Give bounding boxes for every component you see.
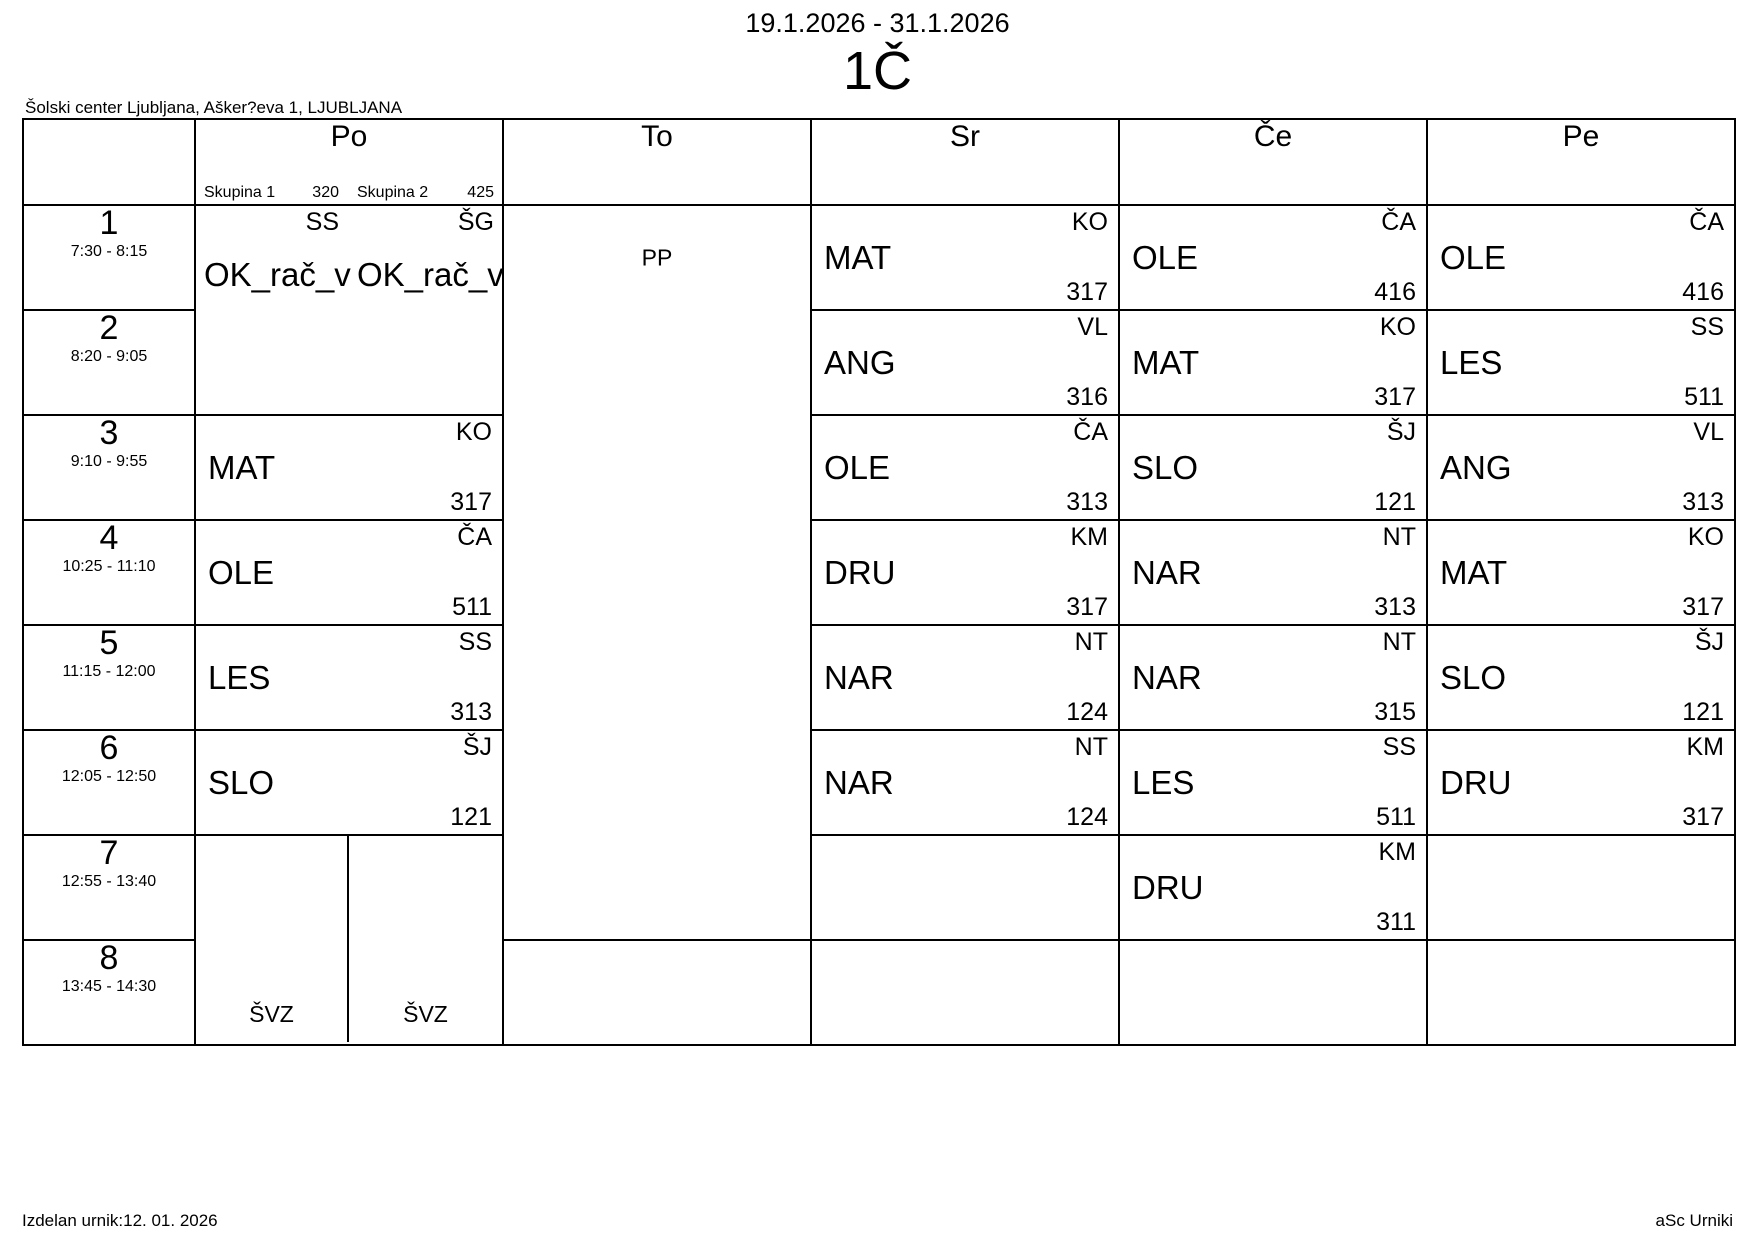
period-time: 9:10 - 9:55 xyxy=(70,453,148,470)
subject-code: OK_rač_v xyxy=(357,256,504,293)
lesson-sr-8-empty[interactable] xyxy=(811,940,1119,1045)
room-code: 311 xyxy=(1376,908,1416,936)
subject-code: MAT xyxy=(1440,553,1508,591)
room-code: 317 xyxy=(450,488,492,516)
room-code: 317 xyxy=(1066,593,1108,621)
subject-code: MAT xyxy=(824,238,892,276)
table-row xyxy=(23,625,1735,730)
period-cell-3 xyxy=(23,415,195,520)
teacher-code: ŠG xyxy=(457,208,494,236)
generated-date: Izdelan urnik:12. 01. 2026 xyxy=(22,1211,218,1230)
table-row xyxy=(23,205,1735,310)
subject-code: OK_rač_v xyxy=(204,256,351,293)
room-code: 320 xyxy=(312,184,339,201)
lesson-group-2[interactable] xyxy=(349,836,502,1042)
teacher-code: KO xyxy=(455,418,492,446)
room-code: 316 xyxy=(1066,383,1108,411)
lesson-pe-2[interactable] xyxy=(1427,310,1735,415)
group-label: Skupina 1 xyxy=(204,184,276,201)
subject-code: NAR xyxy=(824,658,894,696)
room-code: 313 xyxy=(1066,488,1108,516)
period-number: 7 xyxy=(99,834,119,872)
period-cell-5 xyxy=(23,625,195,730)
teacher-code: VL xyxy=(1077,313,1108,341)
room-code: 124 xyxy=(1066,698,1108,726)
period-number: 6 xyxy=(99,729,119,767)
teacher-code: KM xyxy=(1378,838,1416,866)
lesson-group-1[interactable] xyxy=(196,836,349,1042)
lesson-po-3[interactable] xyxy=(195,415,503,520)
lesson-pe-7-empty[interactable] xyxy=(1427,835,1735,940)
subject-code: LES xyxy=(1440,343,1503,381)
subject-code: OLE xyxy=(208,553,275,591)
period-number: 3 xyxy=(99,414,119,452)
room-code: 121 xyxy=(1682,698,1724,726)
lesson-po-1-2[interactable] xyxy=(195,184,504,415)
subject-code: MAT xyxy=(1132,343,1200,381)
room-code: 313 xyxy=(1374,593,1416,621)
timetable xyxy=(22,118,1736,1046)
table-row xyxy=(23,730,1735,835)
group-label: Skupina 2 xyxy=(357,184,429,201)
lesson-sr-5[interactable] xyxy=(811,625,1119,730)
lesson-ce-3[interactable] xyxy=(1119,415,1427,520)
subject-code: LES xyxy=(1132,763,1195,801)
lesson-po-5[interactable] xyxy=(195,625,503,730)
lesson-pe-5[interactable] xyxy=(1427,625,1735,730)
teacher-code: NT xyxy=(1074,628,1108,656)
period-time: 11:15 - 12:00 xyxy=(62,663,156,680)
period-time: 8:20 - 9:05 xyxy=(70,348,148,365)
teacher-code: NT xyxy=(1382,523,1416,551)
room-code: 511 xyxy=(1376,803,1416,831)
lesson-pe-3[interactable] xyxy=(1427,415,1735,520)
software-credit: aSc Urniki xyxy=(1655,1211,1733,1230)
lesson-ce-8-empty[interactable] xyxy=(1119,940,1427,1045)
subject-code: LES xyxy=(208,658,271,696)
room-code: 313 xyxy=(1682,488,1724,516)
lesson-sr-1[interactable] xyxy=(811,205,1119,310)
teacher-code: SS xyxy=(1690,313,1724,341)
lesson-sr-4[interactable] xyxy=(811,520,1119,625)
lesson-sr-7-empty[interactable] xyxy=(811,835,1119,940)
teacher-code: KO xyxy=(1687,523,1724,551)
room-code: 317 xyxy=(1066,278,1108,306)
period-number: 4 xyxy=(99,519,119,557)
teacher-code: ČA xyxy=(1381,208,1416,236)
room-code: 416 xyxy=(1374,278,1416,306)
period-number: 5 xyxy=(99,624,119,662)
teacher-code: VL xyxy=(1693,418,1724,446)
subject-code: ŠVZ xyxy=(249,1001,294,1027)
lesson-ce-4[interactable] xyxy=(1119,520,1427,625)
period-time: 13:45 - 14:30 xyxy=(61,978,157,995)
lesson-pe-1[interactable] xyxy=(1427,205,1735,310)
lesson-po-7-8[interactable] xyxy=(195,835,503,1045)
period-time: 12:55 - 13:40 xyxy=(61,873,157,890)
period-cell-1 xyxy=(23,205,195,310)
period-cell-2 xyxy=(23,310,195,415)
table-row xyxy=(23,835,1735,940)
subject-code: NAR xyxy=(824,763,894,801)
page-title: 1Č xyxy=(842,41,913,101)
teacher-code: SS xyxy=(458,628,492,656)
teacher-code: NT xyxy=(1074,733,1108,761)
teacher-code: ČA xyxy=(1689,208,1724,236)
day-header-pe: Pe xyxy=(1427,119,1735,205)
room-code: 317 xyxy=(1682,803,1724,831)
lesson-ce-5[interactable] xyxy=(1119,625,1427,730)
teacher-code: KM xyxy=(1070,523,1108,551)
date-range: 19.1.2026 - 31.1.2026 xyxy=(745,8,1010,38)
subject-code: SLO xyxy=(1440,658,1507,696)
day-header-ce: Če xyxy=(1119,119,1427,205)
period-cell-8 xyxy=(23,940,195,1045)
subject-code: NAR xyxy=(1132,658,1202,696)
subject-code: ŠVZ xyxy=(403,1001,448,1027)
period-cell-7 xyxy=(23,835,195,940)
teacher-code: KO xyxy=(1071,208,1108,236)
subject-code: SLO xyxy=(208,763,275,801)
lesson-pe-8-empty[interactable] xyxy=(1427,940,1735,1045)
teacher-code: ŠJ xyxy=(462,733,492,761)
period-number: 2 xyxy=(99,309,119,347)
lesson-pe-4[interactable] xyxy=(1427,520,1735,625)
day-header-po: Po xyxy=(195,119,503,205)
lesson-po-6[interactable] xyxy=(195,730,503,835)
corner-cell xyxy=(23,119,195,205)
lesson-sr-3[interactable] xyxy=(811,415,1119,520)
table-row xyxy=(23,415,1735,520)
lesson-ce-6[interactable] xyxy=(1119,730,1427,835)
period-cell-6 xyxy=(23,730,195,835)
subject-code: SLO xyxy=(1132,448,1199,486)
teacher-code: SS xyxy=(1382,733,1416,761)
subject-code: DRU xyxy=(1440,763,1512,801)
period-time: 12:05 - 12:50 xyxy=(61,768,157,785)
lesson-pe-6[interactable] xyxy=(1427,730,1735,835)
room-code: 416 xyxy=(1682,278,1724,306)
lesson-sr-2[interactable] xyxy=(811,310,1119,415)
period-cell-4 xyxy=(23,520,195,625)
room-code: 425 xyxy=(467,184,494,201)
room-code: 313 xyxy=(450,698,492,726)
teacher-code: ŠJ xyxy=(1694,628,1724,656)
period-number: 1 xyxy=(99,204,119,242)
teacher-code: ČA xyxy=(1073,418,1108,446)
subject-code: ANG xyxy=(824,343,896,381)
room-code: 315 xyxy=(1374,698,1416,726)
room-code: 511 xyxy=(1684,383,1724,411)
subject-code: DRU xyxy=(1132,868,1204,906)
lesson-to-8-empty[interactable] xyxy=(503,940,811,1045)
subject-code: MAT xyxy=(208,448,276,486)
teacher-code: NT xyxy=(1382,628,1416,656)
table-row xyxy=(23,520,1735,625)
room-code: 317 xyxy=(1682,593,1724,621)
lesson-ce-7[interactable] xyxy=(1119,835,1427,940)
teacher-code: KO xyxy=(1379,313,1416,341)
period-time: 7:30 - 8:15 xyxy=(70,243,148,260)
lesson-ce-1[interactable] xyxy=(1119,205,1427,310)
room-code: 124 xyxy=(1066,803,1108,831)
subject-code: OLE xyxy=(1440,238,1507,276)
teacher-code: ŠJ xyxy=(1386,418,1416,446)
subject-code: NAR xyxy=(1132,553,1202,591)
period-time: 10:25 - 11:10 xyxy=(62,558,156,575)
day-header-to: To xyxy=(503,119,811,205)
room-code: 121 xyxy=(1374,488,1416,516)
lesson-to-all-day[interactable] xyxy=(503,205,811,940)
lesson-po-4[interactable] xyxy=(195,520,503,625)
teacher-code: KM xyxy=(1686,733,1724,761)
room-code: 317 xyxy=(1374,383,1416,411)
day-header-sr: Sr xyxy=(811,119,1119,205)
teacher-code: SS xyxy=(305,208,339,236)
subject-code: ANG xyxy=(1440,448,1512,486)
lesson-ce-2[interactable] xyxy=(1119,310,1427,415)
teacher-code: ČA xyxy=(457,523,492,551)
room-code: 511 xyxy=(452,593,492,621)
subject-code: DRU xyxy=(824,553,896,591)
subject-code: OLE xyxy=(1132,238,1199,276)
subject-code: PP xyxy=(641,244,673,270)
period-number: 8 xyxy=(99,939,119,977)
room-code: 121 xyxy=(450,803,492,831)
school-name: Šolski center Ljubljana, Ašker?eva 1, LJUBLJANA xyxy=(25,98,403,117)
subject-code: OLE xyxy=(824,448,891,486)
lesson-sr-6[interactable] xyxy=(811,730,1119,835)
